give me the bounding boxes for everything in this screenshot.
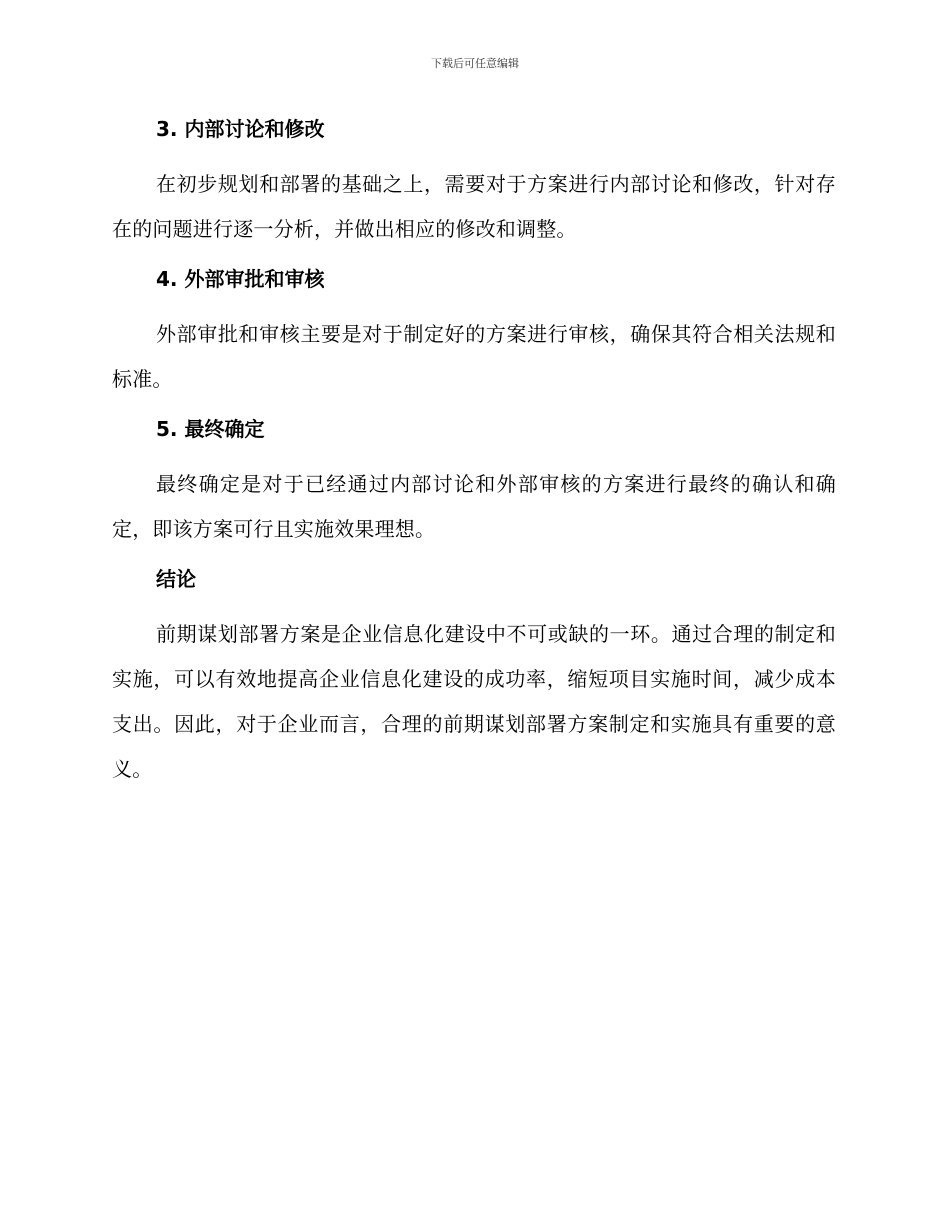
section-heading: 结论: [156, 567, 196, 591]
section-heading: 5. 最终确定: [156, 417, 265, 441]
section-internal-discussion: [112, 112, 836, 252]
section-paragraph: 在初步规划和部署的基础之上，需要对于方案进行内部讨论和修改，针对存在的问题进行逐一分析，并做出相应的修改和调整。: [112, 172, 836, 241]
document-body: [112, 112, 836, 802]
section-heading: 3. 内部讨论和修改: [156, 117, 325, 141]
section-conclusion: [112, 562, 836, 792]
section-paragraph: 外部审批和审核主要是对于制定好的方案进行审核，确保其符合相关法规和标准。: [112, 322, 836, 391]
page-header: 下载后可任意编辑: [431, 57, 519, 70]
section-final-confirmation: [112, 412, 836, 552]
section-external-approval: [112, 262, 836, 402]
section-paragraph: 前期谋划部署方案是企业信息化建设中不可或缺的一环。通过合理的制定和实施，可以有效地提高企业信息化建设的成功率，缩短项目实施时间，减少成本支出。因此，对于企业而言，合理的前期谋划部署方案制定和实施具有重要的意义。: [112, 622, 836, 781]
section-paragraph: 最终确定是对于已经通过内部讨论和外部审核的方案进行最终的确认和确定，即该方案可行且实施效果理想。: [112, 472, 836, 541]
section-heading: 4. 外部审批和审核: [156, 267, 325, 291]
